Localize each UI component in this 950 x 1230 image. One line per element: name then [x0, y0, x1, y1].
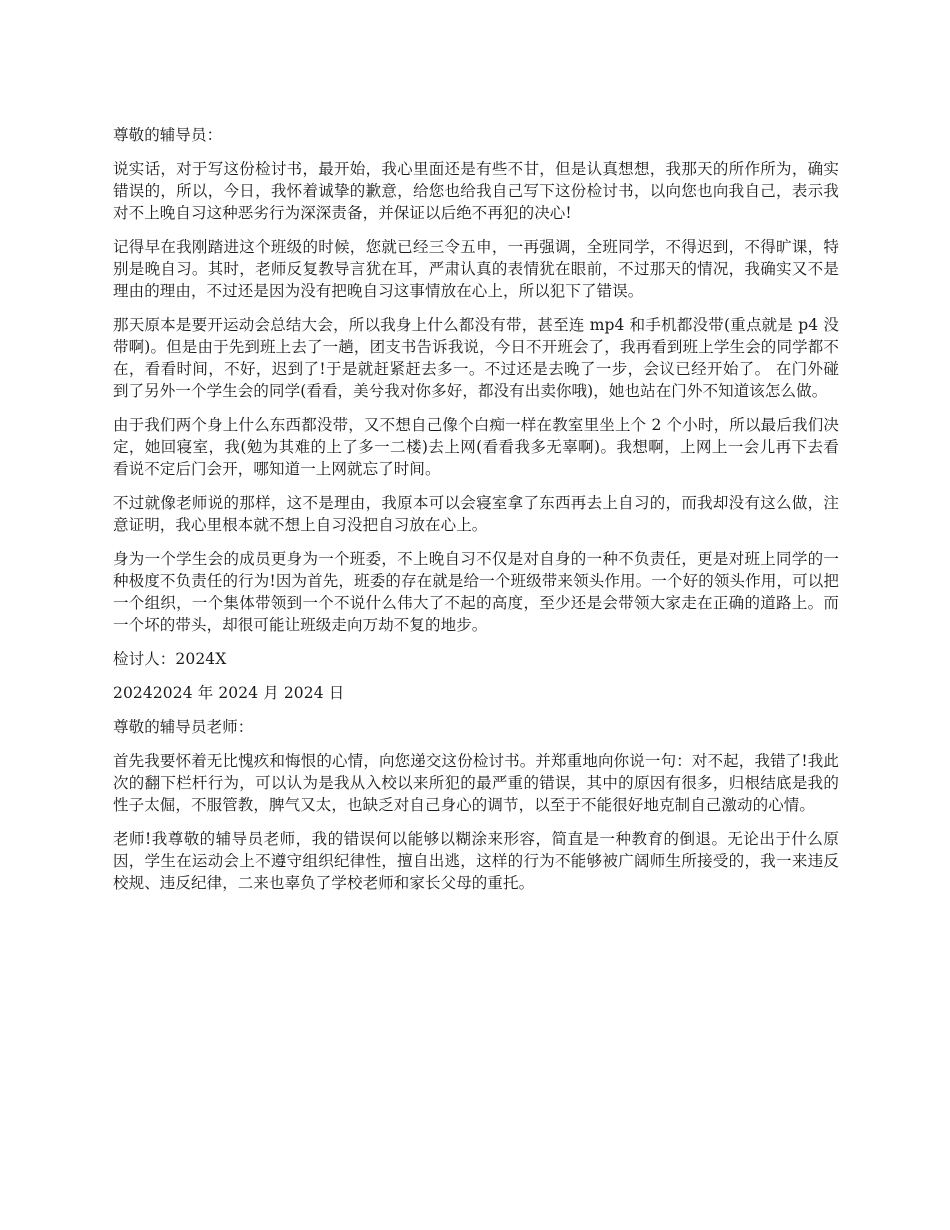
paragraph-opening: 说实话，对于写这份检讨书，最开始，我心里面还是有些不甘，但是认真想想，我那天的所作所为，确实错误的，所以，今日，我怀着诚挚的歉意，给您也给我自己写下这份检讨书，以向您也向我自己，表示我对不上晚自习这种恶劣行为深深责备，并保证以后绝不再犯的决心! [113, 160, 839, 222]
paragraph-decision: 由于我们两个身上什么东西都没带，又不想自己像个白痴一样在教室里坐上个 2 个小时，所以最后我们决定，她回寝室，我(勉为其难的上了多一二楼)去上网(看看我多无辜啊)。我想啊，上网上一会儿再下去看看说不定后门会开，哪知道一上网就忘了时间。 [113, 416, 839, 478]
salutation-counselor-teacher: 尊敬的辅导员老师： [113, 718, 254, 736]
paragraph-memory: 记得早在我刚踏进这个班级的时候，您就已经三令五申，一再强调，全班同学，不得迟到，不得旷课，特别是晚自习。其时，老师反复教导言犹在耳，严肃认真的表情犹在眼前，不过那天的情况，我确实又不是理由的理由，不过还是因为没有把晚自习这事情放在心上，所以犯下了错误。 [113, 238, 839, 300]
paragraph-apology: 首先我要怀着无比愧疚和悔恨的心情，向您递交这份检讨书。并郑重地向你说一句：对不起，我错了!我此次的翻下栏杆行为，可以认为是我从入校以来所犯的最严重的错误，其中的原因有很多，归根结底是我的性子太倔，不服管教，脾气又太，也缺乏对自己身心的调节，以至于不能很好地克制自己激动的心情。 [113, 752, 839, 814]
paragraph-responsibility: 身为一个学生会的成员更身为一个班委，不上晚自习不仅是对自身的一种不负责任，更是对班上同学的一种极度不负责任的行为!因为首先，班委的存在就是给一个班级带来领头作用。一个好的领头作用，可以把一个组织，一个集体带领到一个不说什么伟大了不起的高度，至少还是会带领大家走在正确的道路上。而一个坏的带头，却很可能让班级走向万劫不复的地步。 [113, 550, 839, 634]
paragraph-no-excuse: 不过就像老师说的那样，这不是理由，我原本可以会寝室拿了东西再去上自习的，而我却没有这么做，注意证明，我心里根本就不想上自习没把自习放在心上。 [113, 494, 839, 534]
salutation-counselor: 尊敬的辅导员： [113, 126, 223, 144]
paragraph-that-day: 那天原本是要开运动会总结大会，所以我身上什么都没有带，甚至连 mp4 和手机都没带(重点就是 p4 没带啊)。但是由于先到班上去了一趟，团支书告诉我说，今日不开班会了，我再看到班上学生会的同学都不在，看看时间，不好，迟到了!于是就赶紧赶去多一。不过还是去晚了一步，会议已经开始了。 在门外碰到了另外一个学生会的同学(看看，美兮我对你多好，都没有出卖你哦)，她也站在门外不知道该怎么做。 [113, 316, 839, 400]
document-body [113, 124, 839, 906]
signature-line: 检讨人：2024X [113, 650, 227, 668]
paragraph-regret: 老师!我尊敬的辅导员老师，我的错误何以能够以糊涂来形容，简直是一种教育的倒退。无论出于什么原因，学生在运动会上不遵守组织纪律性，擅自出逃，这样的行为不能够被广阔师生所接受的，我一来违反校规、违反纪律，二来也辜负了学校老师和家长父母的重托。 [113, 830, 839, 892]
date-line: 20242024 年 2024 月 2024 日 [113, 684, 345, 702]
